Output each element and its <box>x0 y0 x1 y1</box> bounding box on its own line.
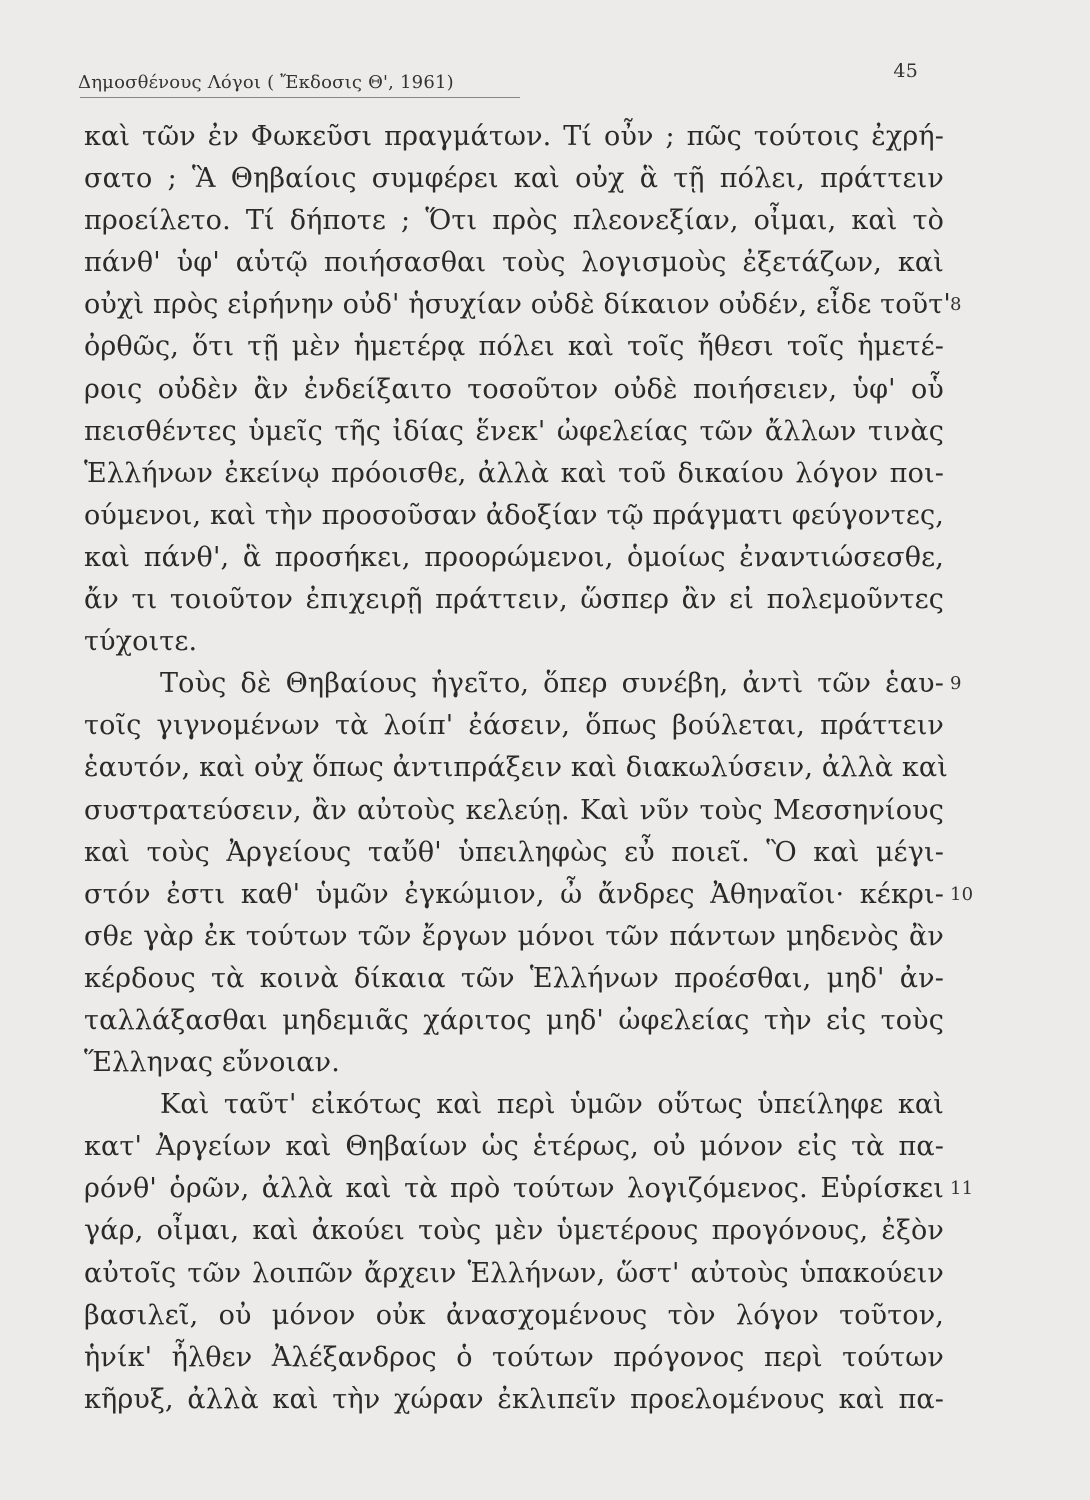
section-number: 11 <box>950 1178 974 1200</box>
line-text: ἄν τι τοιοῦτον ἐπιχειρῇ πράττειν, ὥσπερ ἂν εἰ πολεμοῦντες <box>84 584 944 616</box>
line-text: Καὶ ταῦτ' εἰκότως καὶ περὶ ὑμῶν οὕτως ὑπείληφε καὶ <box>160 1089 944 1121</box>
running-head <box>78 60 918 96</box>
line-text: τύχοιτε. <box>84 626 198 658</box>
section-number: 10 <box>950 883 974 905</box>
text-line <box>84 1337 944 1379</box>
line-text: πάνθ' ὑφ' αὑτῷ ποιήσασθαι τοὺς λογισμοὺς ἐξετάζων, καὶ <box>84 247 944 279</box>
text-line <box>84 200 944 242</box>
line-text: καὶ τοὺς Ἀργείους ταὔθ' ὑπειληφὼς εὖ ποιεῖ. Ὃ καὶ μέγι- <box>84 836 944 868</box>
text-line <box>84 579 944 621</box>
text-line <box>84 1168 974 1210</box>
section-number: 8 <box>950 294 962 316</box>
line-text: ἑαυτόν, καὶ οὐχ ὅπως ἀντιπράξειν καὶ διακωλύσειν, ἀλλὰ καὶ <box>84 752 948 784</box>
line-text: Ἕλληνας εὔνοιαν. <box>84 1047 340 1079</box>
line-text: οὐχὶ πρὸς εἰρήνην οὐδ' ἡσυχίαν οὐδὲ δίκαιον οὐδέν, εἶδε τοῦτ' <box>84 289 951 321</box>
text-line <box>84 537 944 579</box>
line-text: σθε γὰρ ἐκ τούτων τῶν ἔργων μόνοι τῶν πάντων μηδενὸς ἂν <box>84 920 944 952</box>
line-text: Ἑλλήνων ἐκείνῳ πρόοισθε, ἀλλὰ καὶ τοῦ δικαίου λόγον ποι- <box>84 457 944 489</box>
text-line <box>84 958 944 1000</box>
text-line <box>84 284 962 326</box>
text-line <box>84 369 944 411</box>
line-text: ούμενοι, καὶ τὴν προσοῦσαν ἀδοξίαν τῷ πράγματι φεύγοντες, <box>84 499 944 531</box>
line-text: συστρατεύσειν, ἂν αὐτοὺς κελεύῃ. Καὶ νῦν τοὺς Μεσσηνίους <box>84 794 944 826</box>
line-text: ὀρθῶς, ὅτι τῇ μὲν ἡμετέρᾳ πόλει καὶ τοῖς ἤθεσι τοῖς ἡμετέ- <box>84 331 944 363</box>
text-line <box>84 663 962 705</box>
text-line <box>84 158 944 200</box>
text-line <box>84 832 944 874</box>
text-line <box>84 495 944 537</box>
text-line <box>84 1253 944 1295</box>
text-line <box>84 621 944 663</box>
text-line <box>84 1379 944 1421</box>
line-text: σατο ; Ἃ Θηβαίοις συμφέρει καὶ οὐχ ἃ τῇ πόλει, πράττειν <box>84 163 944 195</box>
line-text: στόν ἐστι καθ' ὑμῶν ἐγκώμιον, ὦ ἄνδρες Ἀθηναῖοι· κέκρι- <box>84 878 944 910</box>
line-text: κατ' Ἀργείων καὶ Θηβαίων ὡς ἑτέρως, οὐ μόνον εἰς τὰ πα- <box>84 1131 944 1163</box>
text-line <box>84 1000 944 1042</box>
text-line <box>84 326 944 368</box>
line-text: ροις οὐδὲν ἂν ἐνδείξαιτο τοσοῦτον οὐδὲ ποιήσειεν, ὑφ' οὗ <box>84 373 944 405</box>
line-text: ἡνίκ' ἦλθεν Ἀλέξανδρος ὁ τούτων πρόγονος περὶ τούτων <box>84 1341 944 1373</box>
text-line <box>84 242 944 284</box>
header-rule <box>80 97 520 98</box>
line-text: πεισθέντες ὑμεῖς τῆς ἰδίας ἕνεκ' ὠφελείας τῶν ἄλλων τινὰς <box>84 415 944 447</box>
line-text: ταλλάξασθαι μηδεμιᾶς χάριτος μηδ' ὠφελείας τὴν εἰς τοὺς <box>84 1004 944 1036</box>
text-line <box>84 411 944 453</box>
text-line <box>84 747 948 789</box>
running-title: Δημοσθένους Λόγοι ( Ἔκδοσις Θ', 1961) <box>78 72 454 93</box>
text-line <box>84 1126 944 1168</box>
text-line <box>84 874 974 916</box>
section-number: 9 <box>950 673 962 695</box>
text-line <box>84 1084 944 1126</box>
line-text: ρόνθ' ὁρῶν, ἀλλὰ καὶ τὰ πρὸ τούτων λογιζόμενος. Εὑρίσκει <box>84 1173 944 1205</box>
text-line <box>84 1295 944 1337</box>
text-line <box>84 453 944 495</box>
text-line <box>84 705 944 747</box>
text-line <box>84 1042 944 1084</box>
line-text: Τοὺς δὲ Θηβαίους ἡγεῖτο, ὅπερ συνέβη, ἀντὶ τῶν ἑαυ- <box>160 668 944 700</box>
line-text: βασιλεῖ, οὐ μόνον οὐκ ἀνασχομένους τὸν λόγον τοῦτον, <box>84 1299 944 1331</box>
line-text: γάρ, οἶμαι, καὶ ἀκούει τοὺς μὲν ὑμετέρους προγόνους, ἐξὸν <box>84 1215 944 1247</box>
text-line <box>84 116 944 158</box>
body-text <box>84 116 974 1421</box>
text-line <box>84 790 944 832</box>
line-text: προείλετο. Τί δήποτε ; Ὅτι πρὸς πλεονεξίαν, οἶμαι, καὶ τὸ <box>84 205 944 237</box>
line-text: κέρδους τὰ κοινὰ δίκαια τῶν Ἑλλήνων προέσθαι, μηδ' ἀν- <box>84 962 944 994</box>
line-text: καὶ πάνθ', ἃ προσήκει, προορώμενοι, ὁμοίως ἐναντιώσεσθε, <box>84 541 944 573</box>
line-text: κῆρυξ, ἀλλὰ καὶ τὴν χώραν ἐκλιπεῖν προελομένους καὶ πα- <box>84 1383 944 1415</box>
text-line <box>84 1210 944 1252</box>
line-text: αὐτοῖς τῶν λοιπῶν ἄρχειν Ἑλλήνων, ὥστ' αὐτοὺς ὑπακούειν <box>84 1257 944 1289</box>
page-number: 45 <box>893 60 918 82</box>
line-text: καὶ τῶν ἐν Φωκεῦσι πραγμάτων. Τί οὖν ; πῶς τούτοις ἐχρή- <box>84 121 944 152</box>
text-line <box>84 916 944 958</box>
line-text: τοῖς γιγνομένων τὰ λοίπ' ἐάσειν, ὅπως βούλεται, πράττειν <box>84 710 944 742</box>
